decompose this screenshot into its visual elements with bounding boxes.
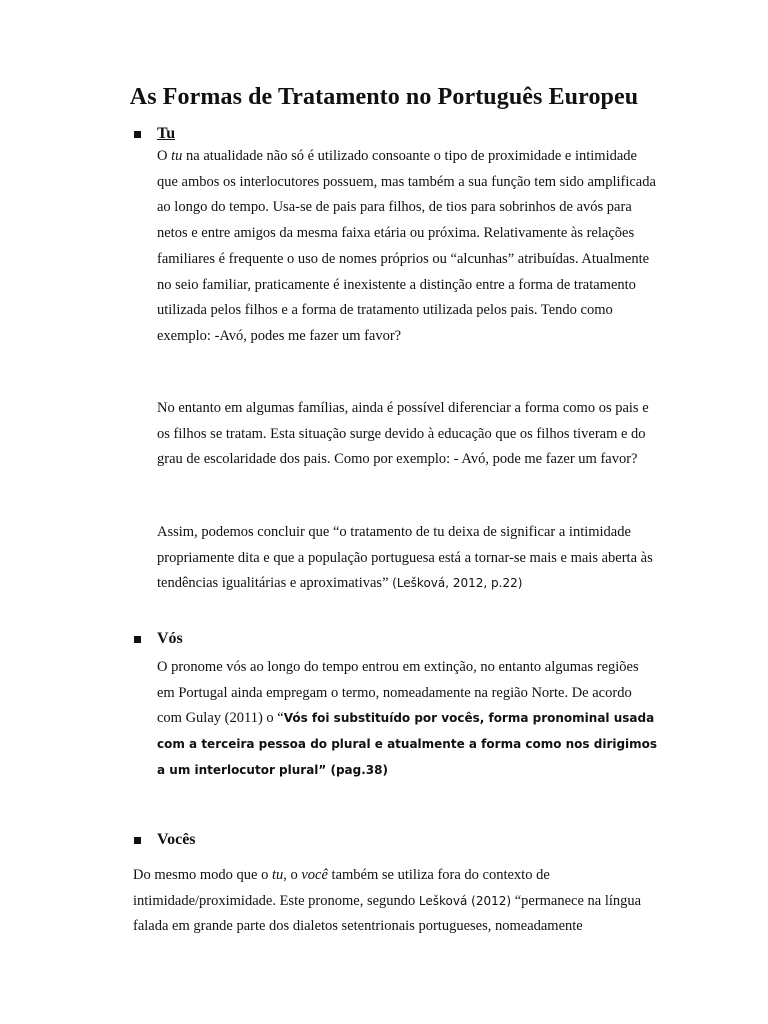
text-run: O pronome vós ao longo do tempo entrou em extinção, no entanto algumas regiões em Portugal ainda empregam o termo, nomeadamente na região Norte. De acordo com Gulay (2011) o “ — [157, 659, 639, 727]
bullet-icon — [134, 131, 141, 138]
section-heading-voces: Vocês — [157, 831, 196, 848]
paragraph-tu-2: No entanto em algumas famílias, ainda é possível diferenciar a forma como os pais e os filhos se tratam. Esta situação surge devido à educação que os filhos tiveram e do grau de escolaridade dos pais. Como por exemplo: - Avó, pode me fazer um favor? — [157, 400, 649, 468]
section-heading-tu: Tu — [157, 125, 176, 142]
text-run: O — [157, 148, 172, 164]
text-run: , o — [283, 867, 302, 883]
bullet-icon — [134, 837, 141, 844]
paragraph-tu-3 — [157, 520, 659, 597]
emphasis-tu: tu — [271, 867, 284, 883]
text-run: na atualidade não só é utilizado consoante o tipo de proximidade e intimidade que ambos os interlocutores possuem, mas também a sua função tem sido amplificada ao longo do tempo. Usa-se de pais para filhos, de tios para sobrinhos de avós para netos e entre amigos da mesma faixa etária ou próxima. Relativamente às relações familiares é frequente o uso de nomes próprios ou “alcunhas” atribuídas. Atualmente no seio familiar, praticamente é inexistente a distinção entre a forma de tratamento utilizada pelos filhos e a forma de tratamento utilizada pelos pais. Tendo como exemplo: -Avó, podes me fazer um favor? — [157, 148, 656, 344]
paragraph-tu-1 — [157, 144, 659, 350]
page-title: As Formas de Tratamento no Português Europeu — [129, 84, 639, 110]
text-run: também se utiliza fora do contexto de intimidade/proximidade. Este pronome, segundo — [133, 867, 550, 909]
citation: (Lešková, 2012, p.22) — [392, 576, 523, 591]
bullet-icon — [134, 636, 141, 643]
paragraph-voces — [133, 863, 663, 940]
quotation: Vós foi substituído por vocês, forma pronominal usada com a terceira pessoa do plural e atualmente a forma como nos dirigimos a um interlocutor plural” (pag.38) — [157, 711, 658, 777]
citation: Lešková (2012) — [418, 893, 512, 908]
section-heading-vos: Vós — [157, 630, 183, 647]
text-run: “permanece na língua falada em grande parte dos dialetos setentrionais portugueses, nomeadamente — [133, 892, 642, 935]
paragraph-vos — [157, 655, 659, 784]
text-run: Do mesmo modo que o — [133, 867, 272, 883]
text-run: Assim, podemos concluir que “o tratamento de tu deixa de significar a intimidade propriamente dita e que a população portuguesa está a tornar-se mais e mais aberta às tendências igualitárias e aproximativas” — [157, 524, 653, 592]
emphasis-tu: tu — [171, 148, 183, 164]
emphasis-voce: você — [301, 867, 328, 883]
